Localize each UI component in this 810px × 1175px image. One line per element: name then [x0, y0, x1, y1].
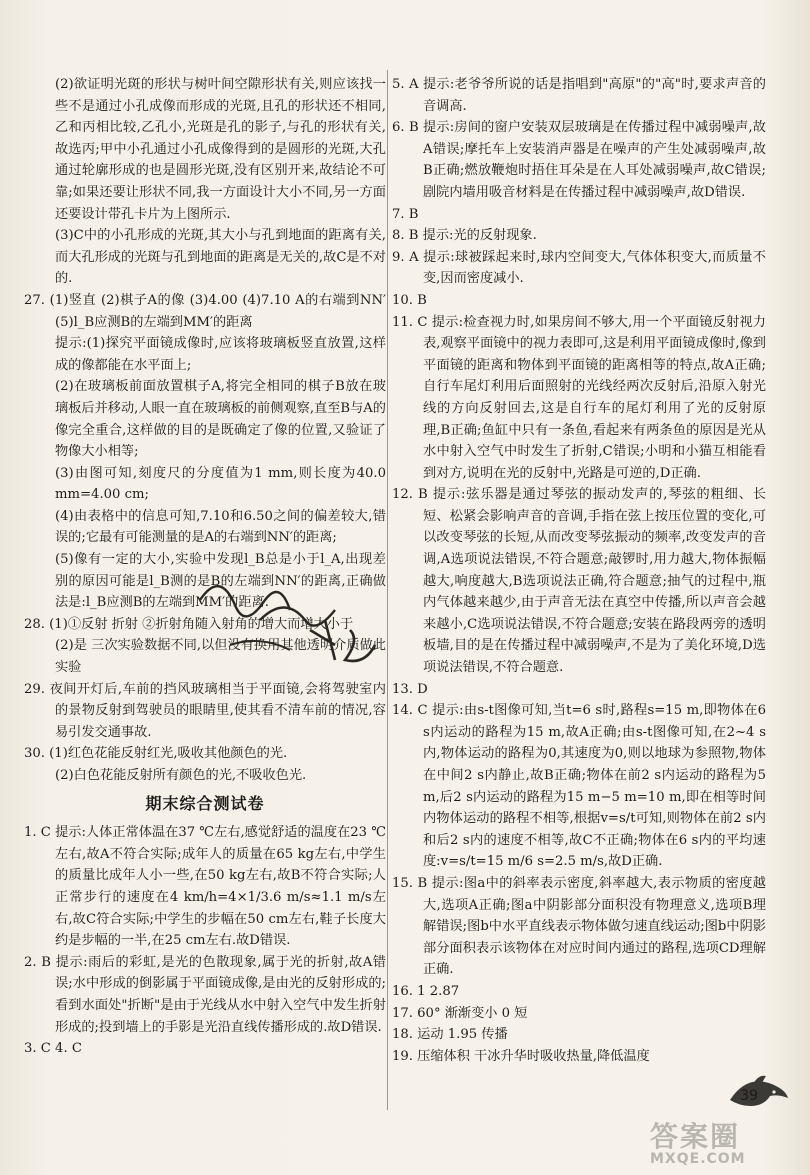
answer-item-5: 5. A 提示:老爷爷所说的话是指唱到"高原"的"高"时,要求声音的音调高.: [392, 77, 766, 114]
answer-item-6: 6. B 提示:房间的窗户安装双层玻璃是在传播过程中减弱噪声,故A错误;摩托车上安装消声器是在噪声的产生处减弱噪声,故B正确;燃放鞭炮时捂住耳朵是在人耳处减弱噪声,故C错误;剧院内墙用吸音材料是在传播过程中减弱噪声,故D错误.: [392, 120, 766, 200]
answer-item-8: 8. B 提示:光的反射现象.: [392, 228, 537, 244]
answer-item-27: 27. (1)竖直 (2)棋子A的像 (3)4.00 (4)7.10 A的右端到NN′ (5)l_B应测B的左端到MM′的距离: [24, 292, 386, 330]
answer-item-18: 18. 运动 1.95 传播: [392, 1027, 508, 1043]
answer-item-13: 13. D: [392, 681, 428, 697]
answer-item-17: 17. 60° 渐渐变小 0 短: [392, 1005, 528, 1021]
section-title: 期末综合测试卷: [145, 793, 265, 813]
answer-item-19: 19. 压缩体积 干冰升华时吸收热量,降低温度: [392, 1048, 650, 1064]
answer-item-7: 7. B: [392, 206, 419, 222]
hint-paragraph: (4)由表格中的信息可知,7.10和6.50之间的偏差较大,错误的;它最有可能测量的是A的右端到NN′的距离;: [55, 508, 386, 546]
watermark-bottom: MXQE.COM: [650, 1151, 746, 1167]
site-watermark: [650, 1115, 800, 1175]
answer-item-30: 30. (1)红色花能反射红光,吸收其他颜色的光.: [24, 746, 288, 762]
answer-item-11: 11. C 提示:检查视力时,如果房间不够大,用一个平面镜反射视力表,观察平面镜中的视力表即可,这是利用平面镜成像时,像到平面镜的距离和物体到平面镜的距离相等的特点,故A正确;自行车尾灯利用后面照射的光线经两次反射后,沿原入射光线的方向反射回去,这是自行车的尾灯利用了光的反射原理,B正确;鱼缸中只有一条鱼,看起来有两条鱼的原因是光从水中射入空气中时发生了折射,C错误;小明和小猫互相能看到对方,说明在光的反射中,光路是可逆的,D正确.: [392, 314, 766, 481]
answer-item-1: 1. C 提示:人体正常体温在37 ℃左右,感觉舒适的温度在23 ℃左右,故A不符合实际;成年人的质量在65 kg左右,中学生的质量比成年人小一些,在50 kg左右,故B不符合实际;人正常步行的速度在4 km/h=4×1/3.6 m/s≈1.1 m/s左右,故C符合实际;中学生的步幅在50 cm左右,鞋子长度大约是步幅的一半,在25 cm左右.故D错误.: [24, 825, 386, 949]
hint-paragraph: (5)像有一定的大小,实验中发现l_B总是小于l_A,出现差别的原因可能是l_B测的是B的左端到NN′的距离,正确做法是:l_B应测B的左端到MM′的距离.: [55, 552, 386, 611]
answer-item-2: 2. B 提示:雨后的彩虹,是光的色散现象,属于光的折射,故A错误;水中形成的倒影属于平面镜成像,是由光的反射形成的;看到水面处"折断"是由于光线从水中射入空气中发生折射形成的;投到墙上的手影是光沿直线传播形成的.故D错误.: [24, 954, 386, 1035]
handwritten-scribble: [190, 560, 390, 680]
hint-paragraph: (3)由图可知,刻度尺的分度值为1 mm,则长度为40.0 mm=4.00 cm;: [55, 465, 386, 503]
answer-item-28: 28. (1)①反射 折射 ②折射角随入射角的增大而增大小于: [24, 616, 354, 632]
answer-item-16: 16. 1 2.87: [392, 983, 460, 999]
answer-item-15: 15. B 提示:图a中的斜率表示密度,斜率越大,表示物质的密度越大,选项A正确;图a中阴影部分面积没有物理意义,选项B理解错误;图b中水平直线表示物体做匀速直线运动;图b中阴影部分面积表示该物体在对应时间内通过的路程,选项CD理解正确.: [392, 875, 766, 978]
right-column: [392, 74, 766, 1067]
hint-paragraph: (2)在玻璃板前面放置棋子A,将完全相同的棋子B放在玻璃板后并移动,人眼一直在玻璃板的前侧观察,直至B与A的像完全重合,这样做的目的是既确定了像的位置,又验证了物像大小相等;: [55, 379, 386, 460]
answer-item-9: 9. A 提示:球被踩起来时,球内空间变大,气体体积变大,而质量不变,因而密度减小.: [392, 249, 766, 287]
answer-item-10: 10. B: [392, 292, 427, 308]
page-number: 39: [740, 1088, 758, 1104]
answer-item-3-4: 3. C 4. C: [24, 1041, 82, 1057]
answer-paragraph: (2)白色花能反射所有颜色的光,不吸收色光.: [55, 768, 307, 783]
watermark-top: 答案圈: [650, 1120, 741, 1153]
answer-paragraph: (3)C中的小孔形成的光斑,其大小与孔到地面的距离有关,而大孔形成的光斑与孔到地面的距离是无关的,故C是不对的.: [55, 228, 386, 287]
answer-paragraph: (2)是 三次实验数据不同,以但没有换用其他透明介质做此实验: [55, 638, 386, 676]
answer-paragraph: (2)欲证明光斑的形状与树叶间空隙形状有关,则应该找一些不是通过小孔成像而形成的光斑,且孔的形状还不相同,乙和丙相比较,乙孔小,光斑是孔的影子,与孔的形状有关,故选丙;甲中小孔通过小孔成像得到的是圆形的光斑,大孔通过轮廓形成的也是圆形光斑,没有区别开来,故结论不可靠;如果还要让形状不同,我一方面设计大小不同,另一方面还要设计带孔卡片为上图所示.: [55, 77, 386, 222]
hint-paragraph: 提示:(1)探究平面镜成像时,应该将玻璃板竖直放置,这样成的像都能在水平面上;: [55, 336, 386, 373]
answer-item-14: 14. C 提示:由s-t图像可知,当t=6 s时,路程s=15 m,即物体在6 s内运动的路程为15 m,故A正确;由s-t图像可知,在2~4 s内,物体运动的路程为0,其速度为0,则以地球为参照物,物体在中间2 s内静止,故B正确;物体在前2 s内运动的路程为5 m,后2 s内运动的路程为15 m−5 m=10 m,即在相等时间内物体运动的路程不相等,根据v=s/t可知,则物体在前2 s内和后2 s内的速度不相等,故C不正确;物体在6 s内的平均速度:v=s/t=15 m/6 s=2.5 m/s,故D正确.: [392, 703, 766, 870]
answer-item-12: 12. B 提示:弦乐器是通过琴弦的振动发声的,琴弦的粗细、长短、松紧会影响声音的音调,手指在弦上按压位置的变化,可以改变琴弦的长短,从而改变琴弦振动的频率,改变发声的音调,A选项说法错误,不符合题意;敲锣时,用力越大,物体振幅越大,响度越大,B选项说法正确,符合题意;抽气的过程中,瓶内气体越来越少,由于声音无法在真空中传播,所以声音会越来越小,C选项说法错误,不符合题意;安装在路段两旁的透明板墙,目的是在传播过程中减弱噪声,不是为了美化环境,D选项说法错误,不符合题意.: [392, 487, 766, 676]
answer-item-29: 29. 夜间开灯后,车前的挡风玻璃相当于平面镜,会将驾驶室内的景物反射到驾驶员的眼睛里,使其看不清车前的情况,容易引发交通事故.: [24, 681, 386, 740]
